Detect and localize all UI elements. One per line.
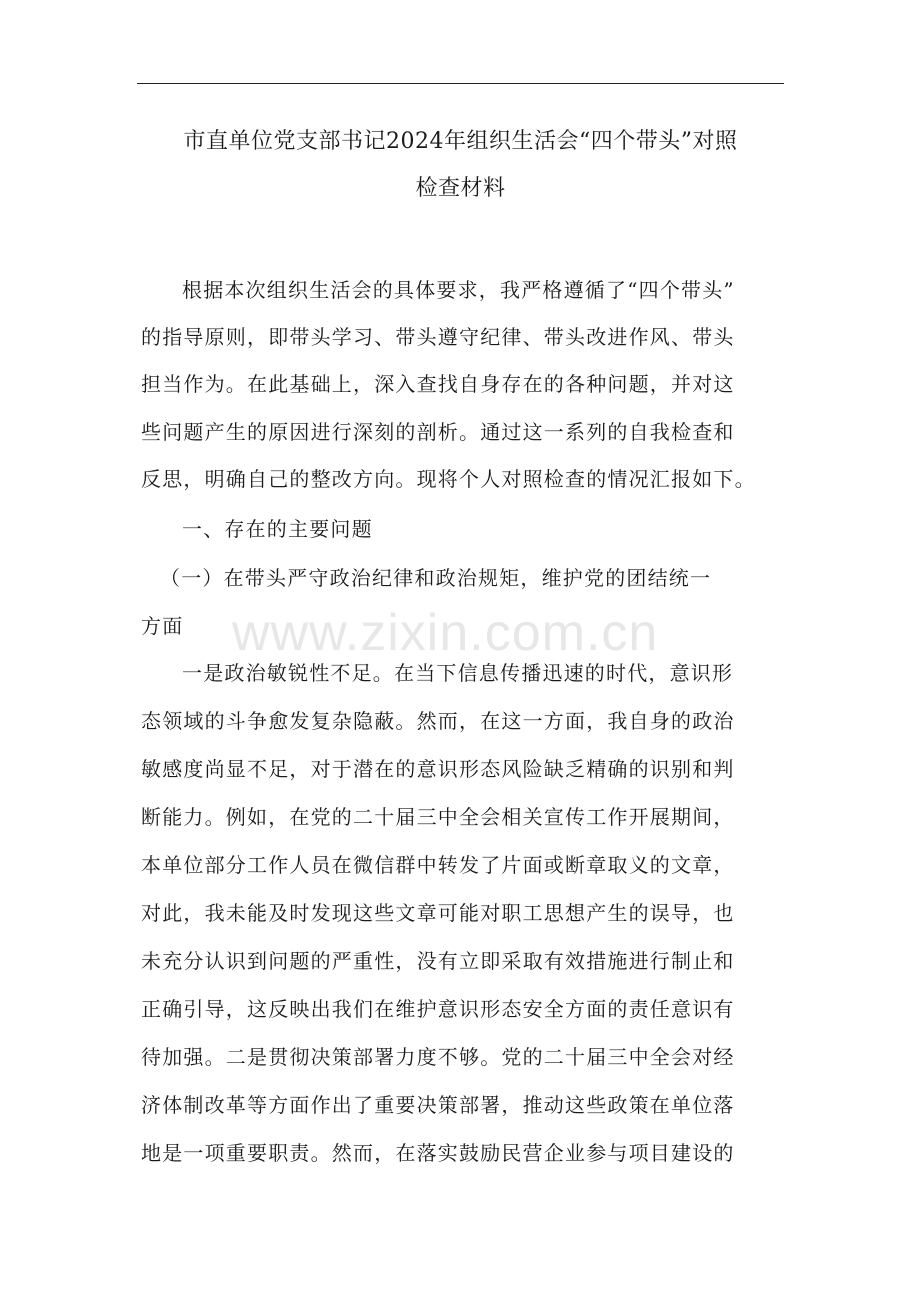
- paragraph-line: 对此，我未能及时发现这些文章可能对职工思想产生的误导，也: [141, 901, 735, 925]
- subsection-heading: （一）在带头严守政治纪律和政治规矩，维护党的团结统一: [160, 566, 712, 590]
- paragraph-line: 根据本次组织生活会的具体要求，我严格遵循了“四个带头”: [182, 278, 735, 302]
- paragraph-line: 断能力。例如，在党的二十届三中全会相关宣传工作开展期间，: [141, 805, 735, 829]
- paragraph-line: 未充分认识到问题的严重性，没有立即采取有效措施进行制止和: [141, 949, 735, 973]
- document-title: [137, 118, 784, 212]
- paragraph-line: 地是一项重要职责。然而，在落实鼓励民营企业参与项目建设的: [141, 1141, 735, 1165]
- paragraph-line: 济体制改革等方面作出了重要决策部署，推动这些政策在单位落: [141, 1093, 735, 1117]
- paragraph-line: 反思，明确自己的整改方向。现将个人对照检查的情况汇报如下。: [141, 467, 756, 491]
- section-heading: 一、存在的主要问题: [182, 517, 373, 541]
- paragraph-line: 一是政治敏锐性不足。在当下信息传播迅速的时代，意识形: [182, 661, 734, 685]
- title-line: 检查材料: [415, 176, 506, 201]
- watermark: www.zixin.com.cn: [232, 604, 659, 662]
- paragraph-line: 的指导原则，即带头学习、带头遵守纪律、带头改进作风、带头: [141, 325, 735, 349]
- subsection-heading-continued: 方面: [141, 614, 184, 638]
- title-line: 市直单位党支部书记2024年组织生活会“四个带头”对照: [183, 129, 738, 154]
- paragraph-line: 本单位部分工作人员在微信群中转发了片面或断章取义的文章，: [141, 853, 735, 877]
- paragraph-line: 担当作为。在此基础上，深入查找自身存在的各种问题，并对这: [141, 372, 735, 396]
- paragraph-line: 敏感度尚显不足，对于潜在的意识形态风险缺乏精确的识别和判: [141, 757, 735, 781]
- header-rule: [137, 83, 784, 84]
- paragraph-line: 待加强。二是贯彻决策部署力度不够。党的二十届三中全会对经: [141, 1045, 735, 1069]
- paragraph-line: 正确引导，这反映出我们在维护意识形态安全方面的责任意识有: [141, 997, 735, 1021]
- paragraph-line: 态领域的斗争愈发复杂隐蔽。然而，在这一方面，我自身的政治: [141, 709, 735, 733]
- paragraph-line: 些问题产生的原因进行深刻的剖析。通过这一系列的自我检查和: [141, 420, 735, 444]
